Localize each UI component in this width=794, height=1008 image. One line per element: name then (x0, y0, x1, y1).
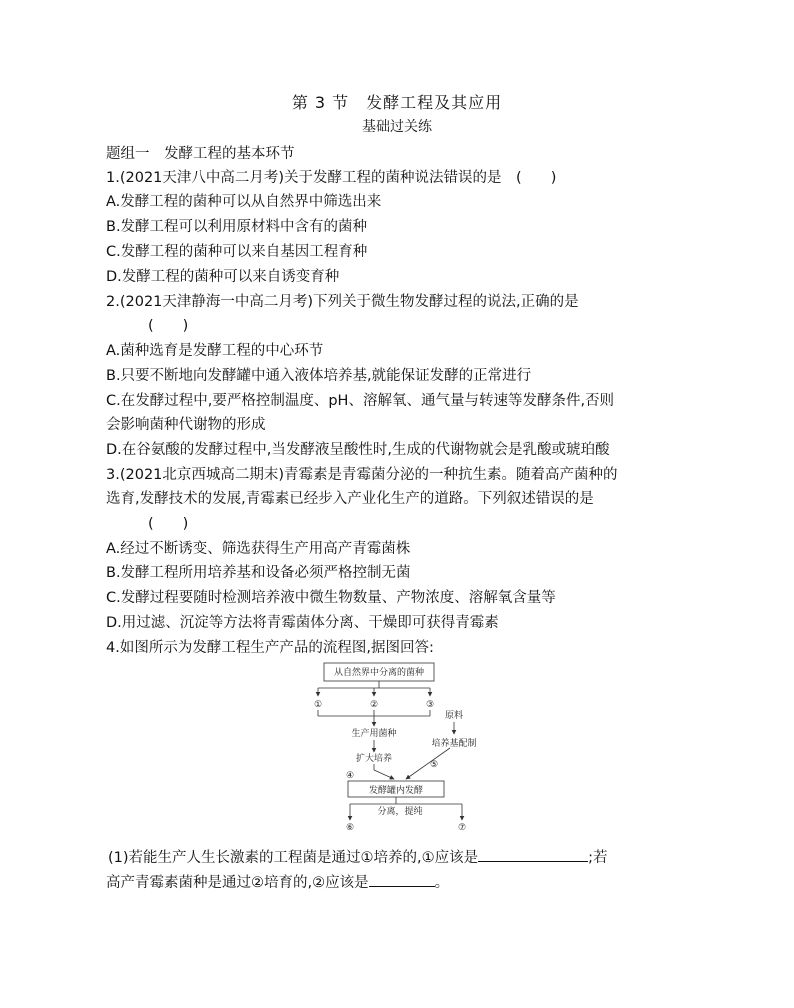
diagram-num-2: ② (369, 700, 379, 710)
question-group-heading: 题组一 发酵工程的基本环节 (106, 146, 295, 162)
q3-stem-line2: 选育,发酵技术的发展,青霉素已经步入产业化生产的道路。下列叙述错误的是 (106, 491, 594, 507)
diagram-num-1: ① (313, 700, 323, 710)
diagram-top-box-label: 从自然界中分离的菌种 (333, 668, 425, 678)
q3-option-d: D.用过滤、沉淀等方法将青霉菌体分离、干燥即可获得青霉素 (106, 615, 499, 631)
q4-sub1-line1-text: (1)若能生产人生长激素的工程菌是通过①培养的,①应该是 (108, 850, 479, 866)
q1-option-c: C.发酵工程的菌种可以来自基因工程育种 (106, 244, 368, 260)
q3-answer-paren: ( ) (148, 516, 189, 532)
q2-option-c: C.在发酵过程中,要严格控制温度、pH、溶解氧、通气量与转速等发酵条件,否则 (106, 393, 615, 409)
q3-option-c: C.发酵过程要随时检测培养液中微生物数量、产物浓度、溶解氧含量等 (106, 590, 556, 606)
q2-stem: 2.(2021天津静海一中高二月考)下列关于微生物发酵过程的说法,正确的是 (106, 294, 579, 310)
answer-blank-2[interactable] (369, 872, 435, 887)
q1-option-b: B.发酵工程可以利用原材料中含有的菌种 (106, 219, 368, 235)
diagram-ferment-box-label: 发酵罐内发酵 (368, 786, 424, 796)
fermentation-flow-diagram (300, 660, 500, 835)
q3-stem-line1: 3.(2021北京西城高二期末)青霉素是青霉菌分泌的一种抗生素。随着高产菌种的 (106, 467, 618, 483)
diagram-separate-purify: 分离，提纯 (377, 807, 423, 817)
diagram-num-3: ③ (425, 700, 435, 710)
diagram-production-strain: 生产用菌种 (351, 729, 397, 739)
q1-option-d: D.发酵工程的菌种可以来自诱变育种 (106, 269, 340, 285)
section-subtitle: 基础过关练 (362, 119, 432, 135)
section-title: 第 3 节 发酵工程及其应用 (291, 93, 503, 112)
q2-answer-paren: ( ) (148, 318, 189, 334)
q4-sub1-line1-tail: ;若 (588, 850, 608, 866)
q2-option-d: D.在谷氨酸的发酵过程中,当发酵液呈酸性时,生成的代谢物就会是乳酸或琥珀酸 (106, 442, 610, 458)
q3-option-b: B.发酵工程所用培养基和设备必须严格控制无菌 (106, 565, 411, 581)
q4-stem: 4.如图所示为发酵工程生产产品的流程图,据图回答: (106, 640, 434, 656)
diagram-num-7: ⑦ (457, 823, 467, 833)
diagram-num-6: ⑥ (345, 823, 355, 833)
q4-sub1-line2 (106, 871, 449, 892)
diagram-medium-prep: 培养基配制 (431, 739, 477, 749)
diagram-num-4: ④ (345, 771, 355, 781)
diagram-raw-material: 原料 (444, 711, 464, 721)
q3-option-a: A.经过不断诱变、筛选获得生产用高产青霉菌株 (106, 541, 411, 557)
diagram-num-5: ⑤ (429, 760, 439, 770)
diagram-expand-culture: 扩大培养 (355, 754, 393, 764)
answer-blank-1[interactable] (478, 847, 588, 862)
q1-option-a: A.发酵工程的菌种可以从自然界中筛选出来 (106, 194, 382, 210)
q4-sub1-line2-text: 高产青霉素菌种是通过②培育的,②应该是 (106, 875, 369, 891)
q1-stem: 1.(2021天津八中高二月考)关于发酵工程的菌种说法错误的是 ( ) (106, 170, 557, 186)
q2-option-b: B.只要不断地向发酵罐中通入液体培养基,就能保证发酵的正常进行 (106, 368, 532, 384)
q4-sub1-line1 (108, 846, 608, 867)
q4-sub1-line2-tail: 。 (434, 875, 450, 891)
q2-option-c-cont: 会影响菌种代谢物的形成 (106, 417, 266, 433)
q2-option-a: A.菌种选育是发酵工程的中心环节 (106, 343, 324, 359)
